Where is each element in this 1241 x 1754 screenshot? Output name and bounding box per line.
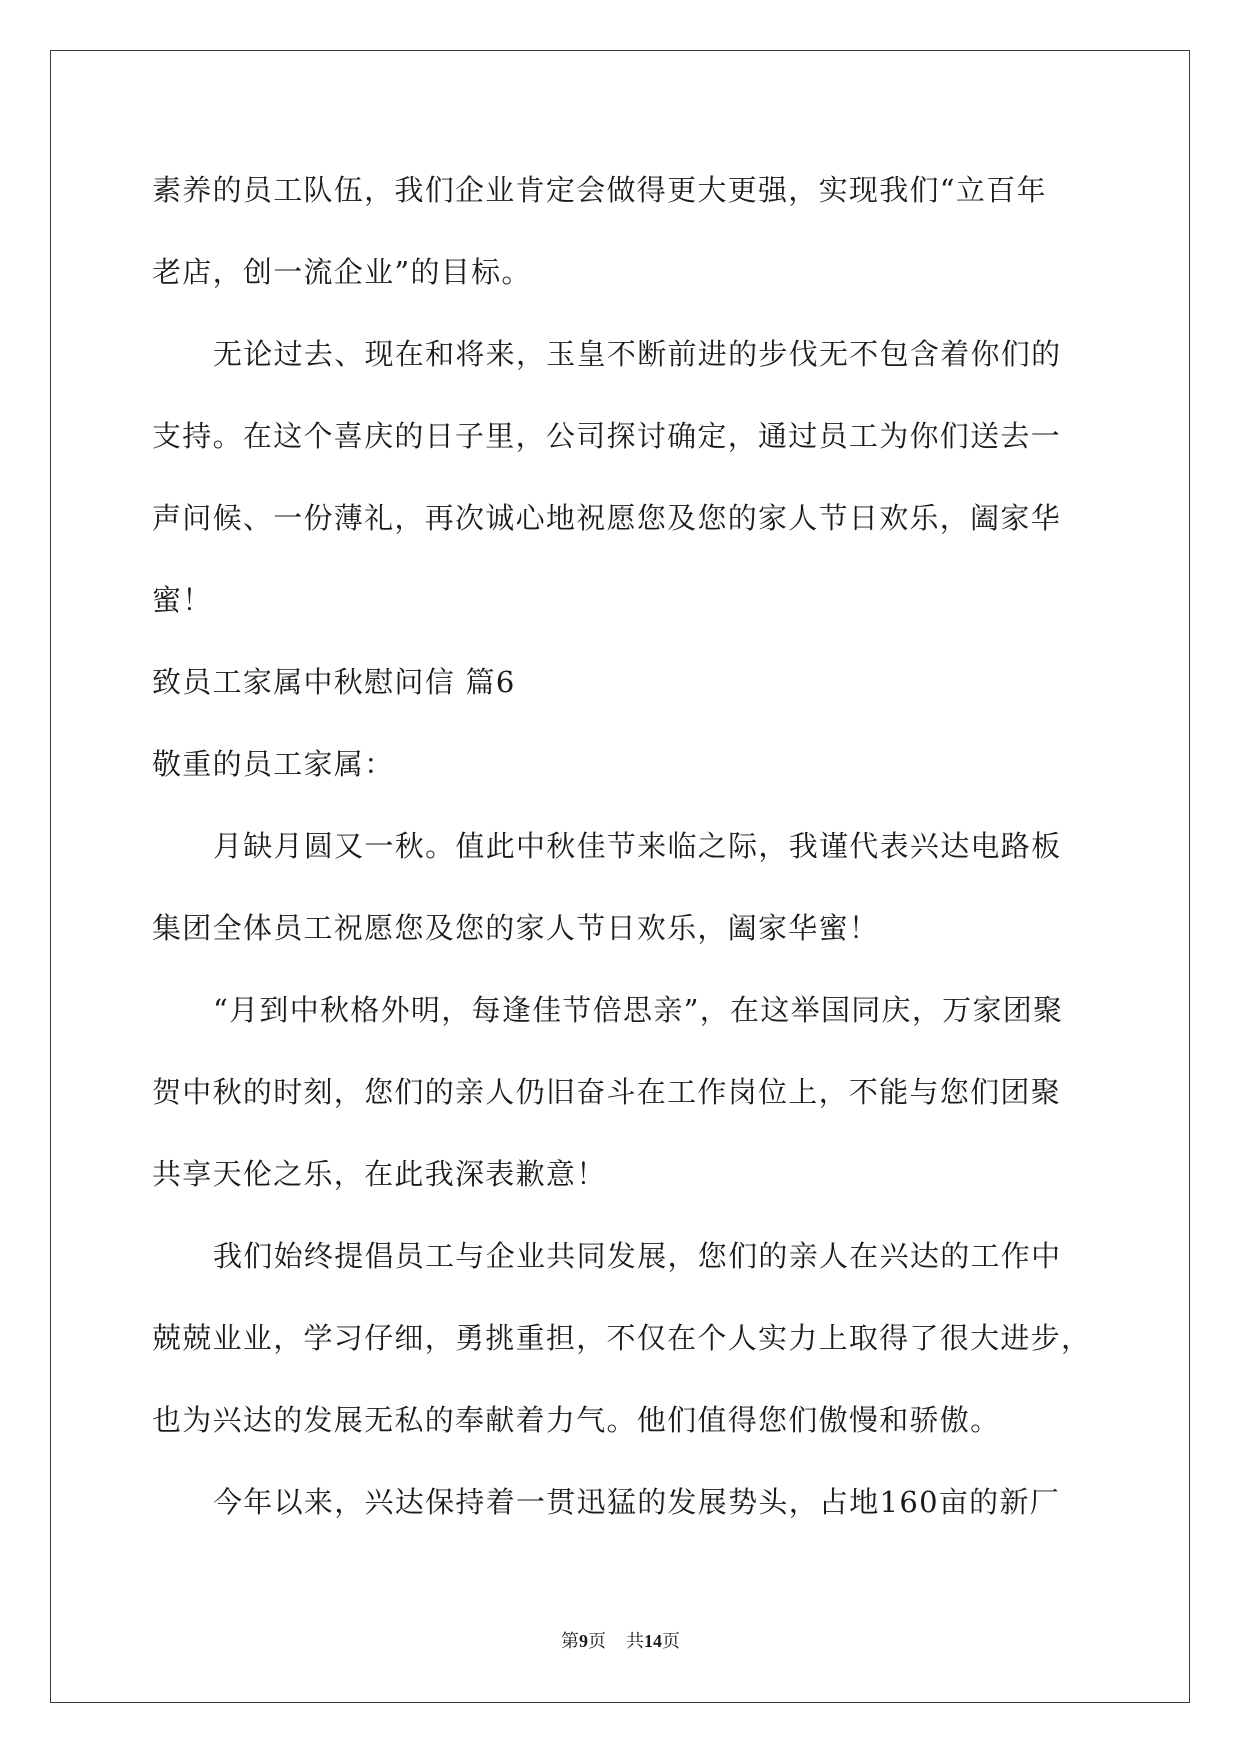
text-line-13: 共享天伦之乐，在此我深表歉意！	[152, 1157, 607, 1191]
page-suffix: 页	[588, 1631, 606, 1651]
total-suffix: 页	[662, 1631, 680, 1651]
section-heading: 致员工家属中秋慰问信 篇6	[152, 665, 516, 699]
text-line-4: 支持。在这个喜庆的日子里，公司探讨确定，通过员工为你们送去一	[152, 419, 1062, 453]
salutation: 敬重的员工家属：	[152, 747, 395, 781]
total-pages: 14	[644, 1631, 662, 1651]
text-line-17: 今年以来，兴达保持着一贯迅猛的发展势头，占地160亩的新厂	[213, 1485, 1061, 1519]
text-line-14: 我们始终提倡员工与企业共同发展，您们的亲人在兴达的工作中	[213, 1239, 1062, 1273]
page-footer	[0, 1627, 1241, 1653]
text-line-10: 集团全体员工祝愿您及您的家人节日欢乐，阖家华蜜！	[152, 911, 880, 945]
text-line-1: 素养的员工队伍，我们企业肯定会做得更大更强，实现我们“立百年	[152, 173, 1047, 207]
total-prefix: 共	[626, 1631, 644, 1651]
text-line-2: 老店，创一流企业”的目标。	[152, 255, 532, 289]
page-prefix: 第	[561, 1631, 579, 1651]
document-body	[152, 164, 1112, 1558]
text-line-3: 无论过去、现在和将来，玉皇不断前进的步伐无不包含着你们的	[213, 337, 1062, 371]
text-line-12: 贺中秋的时刻，您们的亲人仍旧奋斗在工作岗位上，不能与您们团聚	[152, 1075, 1062, 1109]
text-line-5: 声问候、一份薄礼，再次诚心地祝愿您及您的家人节日欢乐，阖家华	[152, 501, 1062, 535]
text-line-11: “月到中秋格外明，每逢佳节倍思亲”，在这举国同庆，万家团聚	[213, 993, 1064, 1027]
text-line-15: 兢兢业业，学习仔细，勇挑重担，不仅在个人实力上取得了很大进步，	[152, 1321, 1092, 1355]
text-line-6: 蜜！	[152, 583, 213, 617]
text-line-9: 月缺月圆又一秋。值此中秋佳节来临之际，我谨代表兴达电路板	[213, 829, 1062, 863]
page-number: 9	[579, 1631, 588, 1651]
text-line-16: 也为兴达的发展无私的奉献着力气。他们值得您们傲慢和骄傲。	[152, 1403, 1001, 1437]
